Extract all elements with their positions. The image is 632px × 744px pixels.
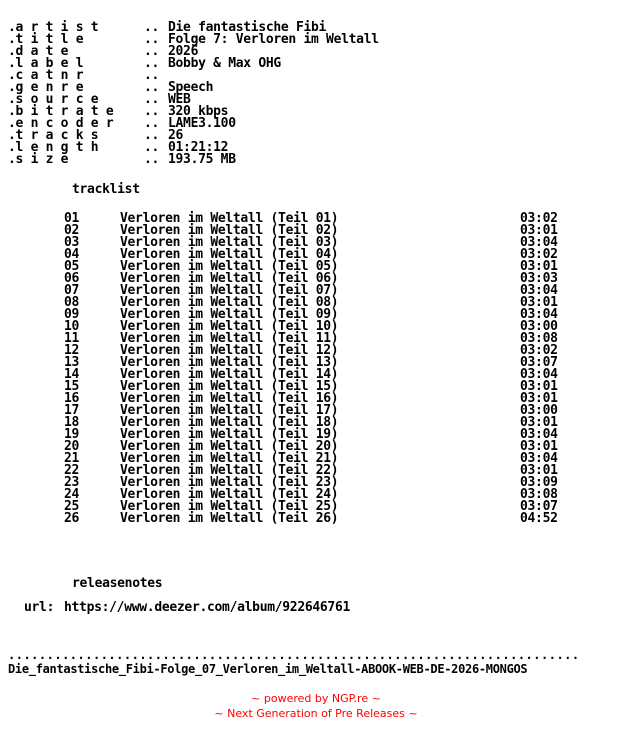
meta-row [8, 46, 624, 58]
meta-separator: .. [144, 92, 160, 107]
track-number: 16 [64, 391, 80, 406]
track-duration: 03:02 [520, 247, 558, 262]
track-title: Verloren im Weltall (Teil 20) [120, 439, 339, 454]
meta-separator: .. [144, 116, 160, 131]
meta-separator: .. [144, 32, 160, 47]
track-number: 22 [64, 463, 80, 478]
meta-key: .c a t n r [8, 68, 84, 83]
release-name: Die_fantastische_Fibi-Folge_07_Verloren_im_Weltall-ABOOK-WEB-DE-2026-MONGOS [8, 662, 528, 676]
meta-key: .b i t r a t e [8, 104, 114, 119]
track-duration: 03:09 [520, 475, 558, 490]
track-number: 14 [64, 367, 80, 382]
track-duration: 03:04 [520, 451, 558, 466]
track-title: Verloren im Weltall (Teil 15) [120, 379, 339, 394]
track-duration: 03:01 [520, 259, 558, 274]
track-title: Verloren im Weltall (Teil 01) [120, 211, 339, 226]
meta-key: .s o u r c e [8, 92, 99, 107]
meta-separator: .. [144, 104, 160, 119]
track-number: 20 [64, 439, 80, 454]
url-row [8, 602, 624, 614]
track-row [8, 513, 624, 525]
meta-key: .l e n g t h [8, 140, 99, 155]
meta-row [8, 130, 624, 142]
track-duration: 03:07 [520, 499, 558, 514]
meta-key: .a r t i s t [8, 20, 99, 35]
track-title: Verloren im Weltall (Teil 16) [120, 391, 339, 406]
track-title: Verloren im Weltall (Teil 23) [120, 475, 339, 490]
meta-row [8, 142, 624, 154]
track-duration: 04:52 [520, 511, 558, 526]
track-duration: 03:03 [520, 271, 558, 286]
track-number: 15 [64, 379, 80, 394]
track-number: 04 [64, 247, 80, 262]
track-title: Verloren im Weltall (Teil 13) [120, 355, 339, 370]
track-number: 09 [64, 307, 80, 322]
track-duration: 03:00 [520, 319, 558, 334]
meta-value: 193.75 MB [168, 152, 236, 167]
track-title: Verloren im Weltall (Teil 26) [120, 511, 339, 526]
meta-value: WEB [168, 92, 191, 107]
track-title: Verloren im Weltall (Teil 21) [120, 451, 339, 466]
track-title: Verloren im Weltall (Teil 14) [120, 367, 339, 382]
track-number: 18 [64, 415, 80, 430]
track-duration: 03:01 [520, 463, 558, 478]
track-number: 11 [64, 331, 80, 346]
track-title: Verloren im Weltall (Teil 22) [120, 463, 339, 478]
meta-value: 2026 [168, 44, 199, 59]
meta-key: .g e n r e [8, 80, 84, 95]
meta-key: .d a t e [8, 44, 69, 59]
track-title: Verloren im Weltall (Teil 03) [120, 235, 339, 250]
track-duration: 03:01 [520, 379, 558, 394]
track-title: Verloren im Weltall (Teil 17) [120, 403, 339, 418]
release-info-block [8, 22, 624, 166]
meta-separator: .. [144, 44, 160, 59]
meta-separator: .. [144, 56, 160, 71]
meta-value: LAME3.100 [168, 116, 236, 131]
track-number: 21 [64, 451, 80, 466]
track-number: 26 [64, 511, 80, 526]
track-duration: 03:04 [520, 235, 558, 250]
track-title: Verloren im Weltall (Teil 02) [120, 223, 339, 238]
track-title: Verloren im Weltall (Teil 08) [120, 295, 339, 310]
footer-powered-by: ~ powered by NGP.re ~ [251, 692, 381, 705]
track-title: Verloren im Weltall (Teil 18) [120, 415, 339, 430]
tracklist [8, 213, 624, 525]
meta-row [8, 154, 624, 166]
track-duration: 03:04 [520, 367, 558, 382]
track-number: 02 [64, 223, 80, 238]
meta-key: .s i z e [8, 152, 69, 167]
meta-separator: .. [144, 140, 160, 155]
track-title: Verloren im Weltall (Teil 25) [120, 499, 339, 514]
track-title: Verloren im Weltall (Teil 11) [120, 331, 339, 346]
track-title: Verloren im Weltall (Teil 09) [120, 307, 339, 322]
track-number: 07 [64, 283, 80, 298]
meta-separator: .. [144, 128, 160, 143]
track-number: 13 [64, 355, 80, 370]
tracklist-heading: tracklist [72, 182, 140, 197]
meta-separator: .. [144, 152, 160, 167]
track-duration: 03:01 [520, 391, 558, 406]
track-duration: 03:08 [520, 487, 558, 502]
dotted-separator: .......................................................................... [8, 651, 580, 661]
track-duration: 03:04 [520, 283, 558, 298]
meta-separator: .. [144, 68, 160, 83]
url-label: url: [24, 600, 55, 615]
track-duration: 03:02 [520, 343, 558, 358]
track-number: 19 [64, 427, 80, 442]
track-duration: 03:00 [520, 403, 558, 418]
meta-key: .l a b e l [8, 56, 84, 71]
release-url[interactable]: https://www.deezer.com/album/922646761 [64, 600, 351, 615]
track-duration: 03:04 [520, 427, 558, 442]
track-number: 08 [64, 295, 80, 310]
track-number: 05 [64, 259, 80, 274]
meta-value: 01:21:12 [168, 140, 229, 155]
track-number: 01 [64, 211, 80, 226]
track-number: 10 [64, 319, 80, 334]
meta-row [8, 82, 624, 94]
meta-value: Folge 7: Verloren im Weltall [168, 32, 379, 47]
track-duration: 03:01 [520, 415, 558, 430]
track-title: Verloren im Weltall (Teil 12) [120, 343, 339, 358]
track-duration: 03:01 [520, 439, 558, 454]
meta-key: .t r a c k s [8, 128, 99, 143]
track-duration: 03:01 [520, 295, 558, 310]
track-number: 23 [64, 475, 80, 490]
track-duration: 03:08 [520, 331, 558, 346]
meta-value: Speech [168, 80, 214, 95]
nfo-text-block [8, 22, 624, 675]
meta-key: .e n c o d e r [8, 116, 114, 131]
track-title: Verloren im Weltall (Teil 05) [120, 259, 339, 274]
track-duration: 03:04 [520, 307, 558, 322]
track-title: Verloren im Weltall (Teil 19) [120, 427, 339, 442]
meta-row [8, 118, 624, 130]
track-number: 17 [64, 403, 80, 418]
meta-key: .t i t l e [8, 32, 84, 47]
releasenotes-heading: releasenotes [72, 576, 163, 591]
footer-tagline: ~ Next Generation of Pre Releases ~ [214, 707, 418, 720]
track-duration: 03:01 [520, 223, 558, 238]
track-number: 25 [64, 499, 80, 514]
meta-row [8, 70, 624, 82]
meta-row [8, 58, 624, 70]
track-title: Verloren im Weltall (Teil 07) [120, 283, 339, 298]
track-number: 24 [64, 487, 80, 502]
meta-value: Die fantastische Fibi [168, 20, 327, 35]
track-duration: 03:07 [520, 355, 558, 370]
meta-separator: .. [144, 20, 160, 35]
track-number: 06 [64, 271, 80, 286]
meta-value: Bobby & Max OHG [168, 56, 281, 71]
meta-separator: .. [144, 80, 160, 95]
track-duration: 03:02 [520, 211, 558, 226]
track-title: Verloren im Weltall (Teil 06) [120, 271, 339, 286]
meta-value: 320 kbps [168, 104, 229, 119]
track-title: Verloren im Weltall (Teil 24) [120, 487, 339, 502]
track-number: 03 [64, 235, 80, 250]
track-title: Verloren im Weltall (Teil 04) [120, 247, 339, 262]
track-title: Verloren im Weltall (Teil 10) [120, 319, 339, 334]
meta-row [8, 34, 624, 46]
track-number: 12 [64, 343, 80, 358]
meta-value: 26 [168, 128, 184, 143]
